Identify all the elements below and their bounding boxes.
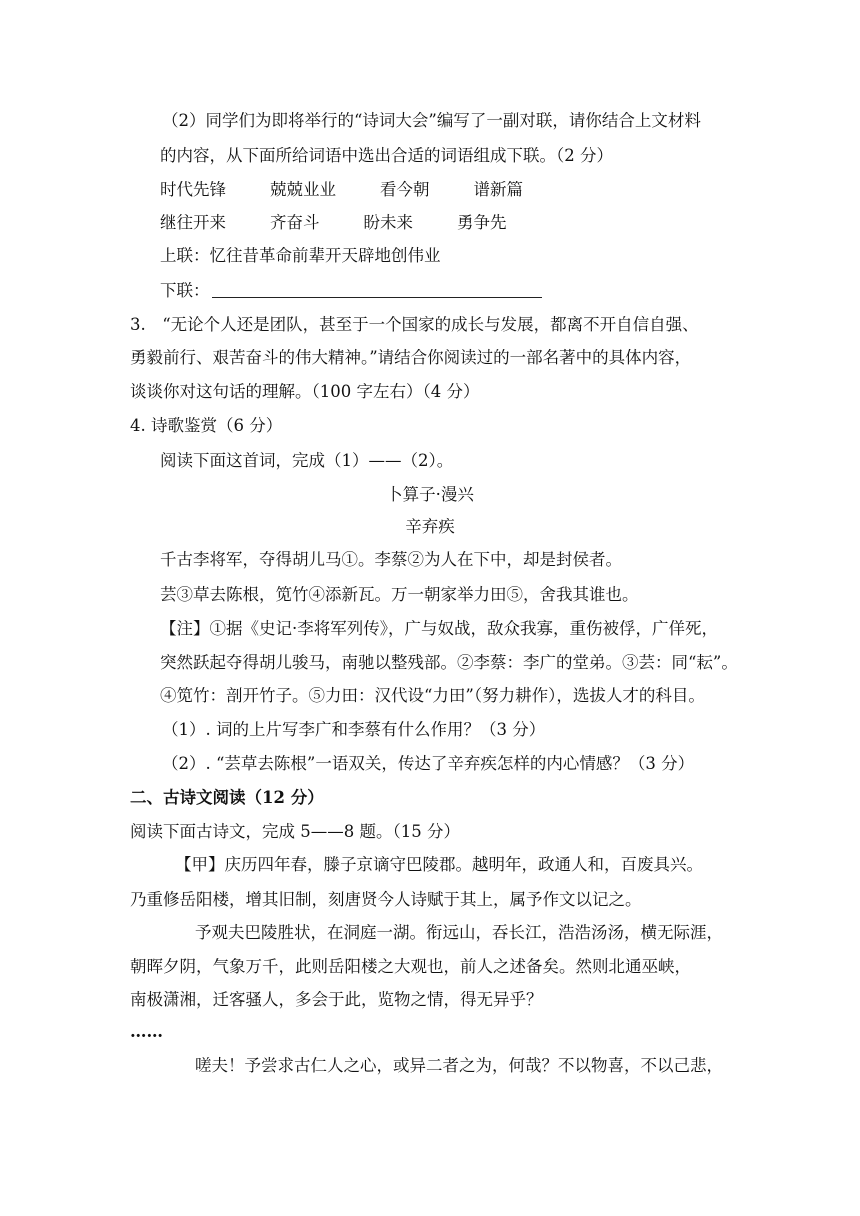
q3-text-line-3: 谈谈你对这句话的理解。（100 字左右）（4 分）: [130, 382, 480, 401]
passage-paragraph-3-line-1: 嗟夫！予尝求古仁人之心，或异二者之为，何哉？不以物喜，不以己悲，: [195, 1056, 723, 1075]
q3-text-line-1: 3. “无论个人还是团队，甚至于一个国家的成长与发展，都离不开自信自强、: [130, 315, 699, 334]
note-line-2: 突然跃起夺得胡儿骏马，南驰以整残部。②李蔡：李广的堂弟。③芸：同“耘”。: [160, 653, 738, 672]
word-option: 谱新篇: [473, 180, 523, 199]
passage-paragraph-1-line-2: 乃重修岳阳楼，增其旧制，刻唐贤今人诗赋于其上，属予作文以记之。: [130, 890, 642, 909]
poem-author: 辛弃疾: [405, 517, 455, 536]
note-line-1: 【注】①据《史记·李将军列传》，广与奴战，敌众我寡，重伤被俘，广佯死，: [160, 619, 718, 638]
ellipsis: ……: [130, 1022, 163, 1041]
sub-question-2: （2）. “芸草去陈根”一语双关，传达了辛弃疾怎样的内心情感？（3 分）: [162, 754, 695, 773]
q4-instruction: 阅读下面这首词，完成（1）——（2）。: [160, 451, 454, 470]
passage-paragraph-1-line-1: 【甲】庆历四年春，滕子京谪守巴陵郡。越明年，政通人和，百废具兴。: [175, 855, 703, 874]
q2-text-line-1: （2）同学们为即将举行的“诗词大会”编写了一副对联，请你结合上文材料: [162, 111, 701, 130]
q4-heading: 4. 诗歌鉴赏（6 分）: [130, 416, 283, 435]
lower-couplet-label: 下联：: [160, 281, 210, 300]
passage-paragraph-2-line-2: 朝晖夕阴，气象万千，此则岳阳楼之大观也，前人之述备矣。然则北通巫峡，: [130, 957, 691, 976]
passage-paragraph-2-line-3: 南极潇湘，迁客骚人，多会于此，览物之情，得无异乎？: [130, 990, 543, 1009]
poem-title: 卜算子·漫兴: [386, 485, 474, 504]
q3-text-line-2: 勇毅前行、艰苦奋斗的伟大精神。”请结合你阅读过的一部名著中的具体内容，: [130, 348, 692, 367]
poem-line-2: 芸③草去陈根，笕竹④添新瓦。万一朝家举力田⑤，舍我其谁也。: [160, 585, 639, 604]
word-option: 看今朝: [380, 180, 430, 199]
word-options-row-1: [160, 182, 567, 199]
upper-couplet: 上联：忆往昔革命前辈开天辟地创伟业: [160, 246, 441, 265]
poem-line-1: 千古李将军，夺得胡儿马①。李蔡②为人在下中，却是封侯者。: [160, 550, 622, 569]
note-line-3: ④笕竹：剖开竹子。⑤力田：汉代设“力田”（努力耕作），选拔人才的科目。: [160, 686, 705, 705]
q2-text-line-2: 的内容，从下面所给词语中选出合适的词语组成下联。（2 分）: [160, 146, 613, 165]
answer-blank-line[interactable]: [212, 297, 542, 298]
word-option: 盼未来: [363, 213, 413, 232]
passage-paragraph-2-line-1: 予观夫巴陵胜状，在洞庭一湖。衔远山，吞长江，浩浩汤汤，横无际涯，: [195, 923, 723, 942]
sub-question-1: （1）. 词的上片写李广和李蔡有什么作用？（3 分）: [162, 720, 546, 739]
word-option: 兢兢业业: [270, 180, 336, 199]
word-option: 时代先锋: [160, 180, 226, 199]
word-options-row-2: [160, 215, 551, 232]
section-2-heading: 二、古诗文阅读（12 分）: [130, 788, 324, 807]
word-option: 继往开来: [160, 213, 226, 232]
word-option: 勇争先: [457, 213, 507, 232]
section-2-instruction: 阅读下面古诗文，完成 5——8 题。（15 分）: [130, 822, 460, 841]
word-option: 齐奋斗: [270, 213, 320, 232]
